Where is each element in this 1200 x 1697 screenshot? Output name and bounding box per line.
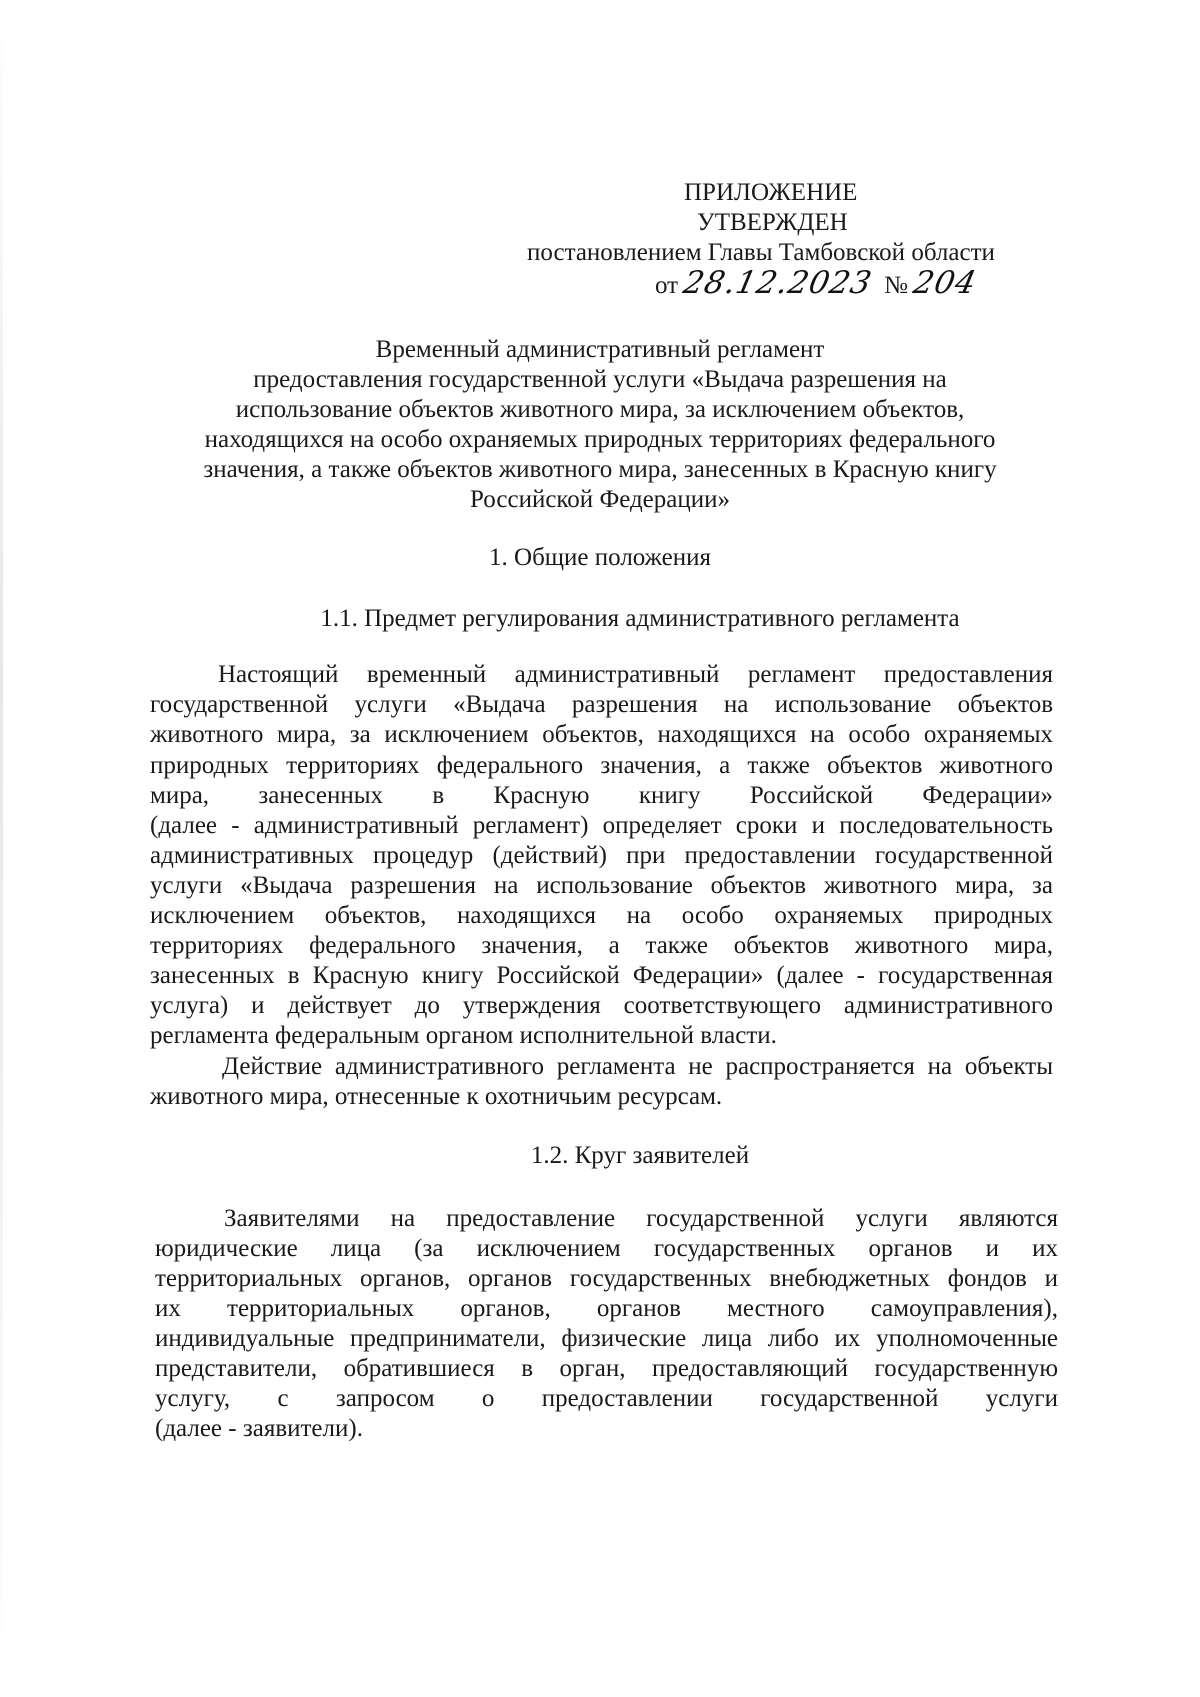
paragraph-line: административных процедур (действий) при предоставлении государственной <box>150 842 1053 869</box>
approved-label: УТВЕРЖДЕН <box>697 209 848 236</box>
paragraph-line: представители, обратившиеся в орган, предоставляющий государственную <box>155 1355 1058 1382</box>
paragraph-line: государственной услуги «Выдача разрешения на использование объектов <box>150 691 1053 718</box>
approval-date-line <box>655 265 981 301</box>
paragraph-line: услугу, с запросом о предоставлении государственной услуги <box>155 1385 1058 1412</box>
title-line: Временный административный регламент <box>375 336 825 363</box>
subsection-heading: 1.1. Предмет регулирования административного регламента <box>320 605 960 632</box>
paragraph-line: их территориальных органов, органов местного самоуправления), <box>155 1295 1058 1322</box>
subsection-heading: 1.2. Круг заявителей <box>530 1142 750 1169</box>
paragraph-line: индивидуальные предприниматели, физические лица либо их уполномоченные <box>155 1325 1058 1352</box>
paragraph-line: юридические лица (за исключением государственных органов и их <box>155 1235 1058 1262</box>
paragraph-line: территориальных органов, органов государственных внебюджетных фондов и <box>155 1265 1058 1292</box>
number-prefix: № <box>884 272 908 299</box>
paragraph-line: территориях федерального значения, а также объектов животного мира, <box>150 932 1053 959</box>
paragraph-line: (далее - административный регламент) определяет сроки и последовательность <box>150 812 1053 839</box>
paragraph-line: животного мира, за исключением объектов, находящихся на особо охраняемых <box>150 721 1053 748</box>
scan-edge <box>0 0 3 1697</box>
paragraph-line: регламента федеральным органом исполнительной власти. <box>150 1022 777 1049</box>
paragraph-line: услуги «Выдача разрешения на использование объектов животного мира, за <box>150 872 1053 899</box>
section-heading: 1. Общие положения <box>489 544 711 571</box>
title-line: Российской Федерации» <box>469 486 731 513</box>
title-line: предоставления государственной услуги «Выдача разрешения на <box>253 366 947 393</box>
paragraph-line: Действие административного регламента не распространяется на объекты <box>222 1053 1053 1080</box>
handwritten-number: 204 <box>910 265 981 301</box>
paragraph-line: природных территориях федерального значения, а также объектов животного <box>150 752 1053 779</box>
paragraph-line: (далее - заявители). <box>155 1415 363 1442</box>
paragraph-line: Настоящий временный административный регламент предоставления <box>218 661 1053 688</box>
paragraph-line: животного мира, отнесенные к охотничьим ресурсам. <box>150 1083 723 1110</box>
approved-by-text: постановлением Главы Тамбовской области <box>527 239 995 266</box>
date-prefix: от <box>655 272 679 299</box>
title-line: использование объектов животного мира, за исключением объектов, <box>235 396 965 423</box>
paragraph-line: исключением объектов, находящихся на особо охраняемых природных <box>150 902 1053 929</box>
paragraph-line: услуга) и действует до утверждения соответствующего административного <box>150 992 1053 1019</box>
paragraph-line: занесенных в Красную книгу Российской Федерации» (далее - государственная <box>150 962 1053 989</box>
title-line: значения, а также объектов животного мира, занесенных в Красную книгу <box>203 456 997 483</box>
paragraph-line: Заявителями на предоставление государственной услуги являются <box>224 1205 1058 1232</box>
appendix-label: ПРИЛОЖЕНИЕ <box>684 179 858 206</box>
title-line: находящихся на особо охраняемых природных территориях федерального <box>204 426 996 453</box>
paragraph-line: мира, занесенных в Красную книгу Российской Федерации» <box>150 782 1053 809</box>
handwritten-date: 28.12.2023 <box>680 265 876 301</box>
